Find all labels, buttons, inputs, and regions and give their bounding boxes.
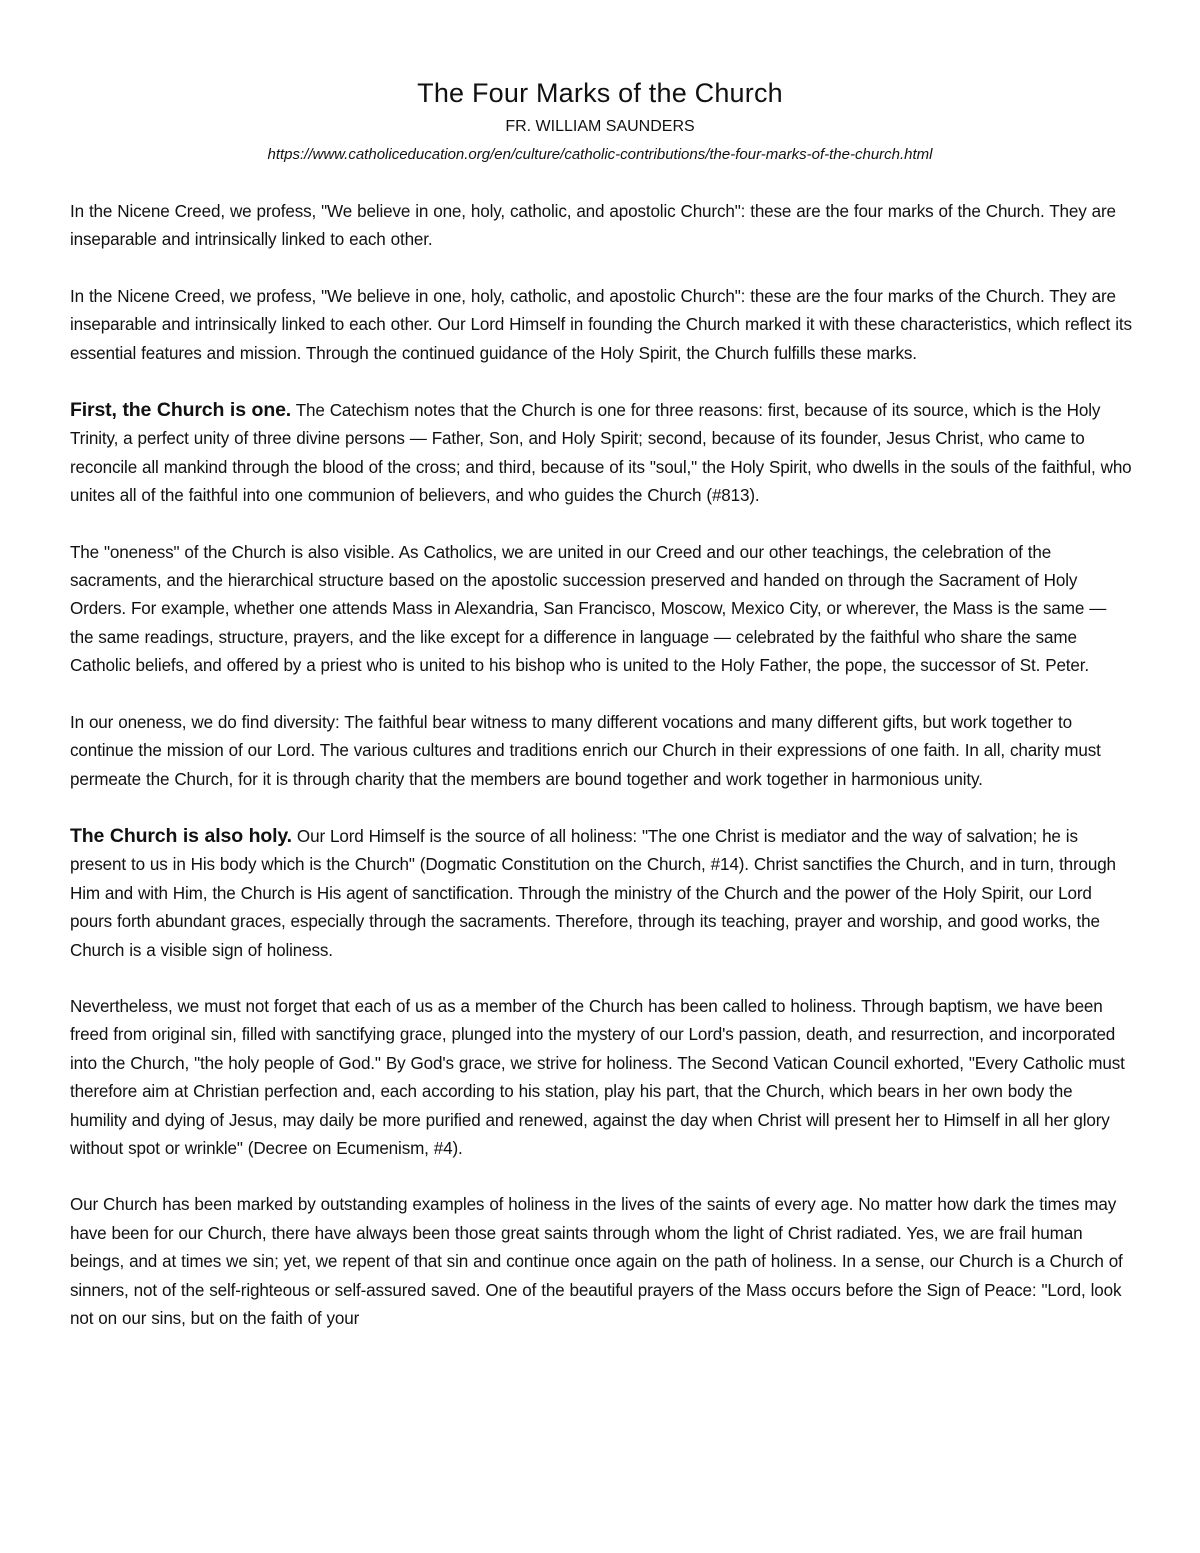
paragraph-text: In our oneness, we do find diversity: The faithful bear witness to many different vocations and many different gifts, but work together to continue the mission of our Lord. The various cultures and traditions enrich our Church in their expressions of one faith. In all, charity must permeate the Church, for it is through charity that the members are bound together and work together in harmonious unity. xyxy=(70,712,1101,789)
paragraph-text: In the Nicene Creed, we profess, "We believe in one, holy, catholic, and apostolic Church": these are the four marks of the Church. They are inseparable and intrinsically linked to each other. Our Lord Himself in founding the Church marked it with these characteristics, which reflect its essential features and mission. Through the continued guidance of the Holy Spirit, the Church fulfills these marks. xyxy=(70,286,1132,363)
paragraph-text: The "oneness" of the Church is also visible. As Catholics, we are united in our Creed and our other teachings, the celebration of the sacraments, and the hierarchical structure based on the apostolic succession preserved and handed on through the Sacrament of Holy Orders. For example, whether one attends Mass in Alexandria, San Francisco, Moscow, Mexico City, or wherever, the Mass is the same — the same readings, structure, prayers, and the like except for a difference in language — celebrated by the faithful who share the same Catholic beliefs, and offered by a priest who is united to his bishop who is united to the Holy Father, the pope, the successor of St. Peter. xyxy=(70,542,1107,676)
paragraph-intro xyxy=(70,198,1134,255)
document-body xyxy=(70,198,1134,1361)
paragraph-text: The Catechism notes that the Church is one for three reasons: first, because of its source, which is the Holy Trinity, a perfect unity of three divine persons — Father, Son, and Holy Spirit; second, because of its founder, Jesus Christ, who came to reconcile all mankind through the blood of the cross; and third, because of its "soul," the Holy Spirit, who dwells in the souls of the faithful, who unites all of the faithful into one communion of believers, and who guides the Church (#813). xyxy=(70,401,1132,506)
source-url: https://www.catholiceducation.org/en/culture/catholic-contributions/the-four-marks-of-the-church.html xyxy=(267,146,933,163)
paragraph-saints xyxy=(70,1191,1134,1333)
paragraph-text: In the Nicene Creed, we profess, "We believe in one, holy, catholic, and apostolic Church": these are the four marks of the Church. They are inseparable and intrinsically linked to each other. xyxy=(70,202,1116,250)
paragraph-text: Our Church has been marked by outstanding examples of holiness in the lives of the saints of every age. No matter how dark the times may have been for our Church, there have always been those great saints through whom the light of Christ radiated. Yes, we are frail human beings, and at times we sin; yet, we repent of that sin and continue once again on the path of holiness. In a sense, our Church is a Church of sinners, not of the self-righteous or self-assured saved. One of the beautiful prayers of the Mass occurs before the Sign of Peace: "Lord, look not on our sins, but on the faith of your xyxy=(70,1195,1123,1328)
section-lead-heading: The Church is also holy. xyxy=(70,824,292,847)
paragraph-text: Nevertheless, we must not forget that each of us as a member of the Church has been called to holiness. Through baptism, we have been freed from original sin, filled with sanctifying grace, plunged into the mystery of our Lord's passion, death, and resurrection, and incorporated into the Church, "the holy people of God." By God's grace, we strive for holiness. The Second Vatican Council exhorted, "Every Catholic must therefore aim at Christian perfection and, each according to his station, play his part, that the Church, which bears in her own body the humility and dying of Jesus, may daily be more purified and renewed, against the day when Christ will present her to Himself in all her glory without spot or wrinkle" (Decree on Ecumenism, #4). xyxy=(70,996,1125,1158)
document-author: FR. WILLIAM SAUNDERS xyxy=(505,118,695,135)
paragraph-church-is-one xyxy=(70,396,1134,511)
paragraph-called-to-holiness xyxy=(70,993,1134,1163)
paragraph-diversity xyxy=(70,709,1134,794)
paragraph-intro-expanded xyxy=(70,283,1134,368)
document-title: The Four Marks of the Church xyxy=(417,78,783,108)
paragraph-text: Our Lord Himself is the source of all holiness: "The one Christ is mediator and the way of salvation; he is present to us in His body which is the Church" (Dogmatic Constitution on the Church, #14). Christ sanctifies the Church, and in turn, through Him and with Him, the Church is His agent of sanctification. Through the ministry of the Church and the power of the Holy Spirit, our Lord pours forth abundant graces, especially through the sacraments. Therefore, through its teaching, prayer and worship, and good works, the Church is a visible sign of holiness. xyxy=(70,826,1116,960)
paragraph-church-is-holy xyxy=(70,822,1134,965)
section-lead-heading: First, the Church is one. xyxy=(70,399,292,422)
paragraph-oneness-visible xyxy=(70,539,1134,681)
